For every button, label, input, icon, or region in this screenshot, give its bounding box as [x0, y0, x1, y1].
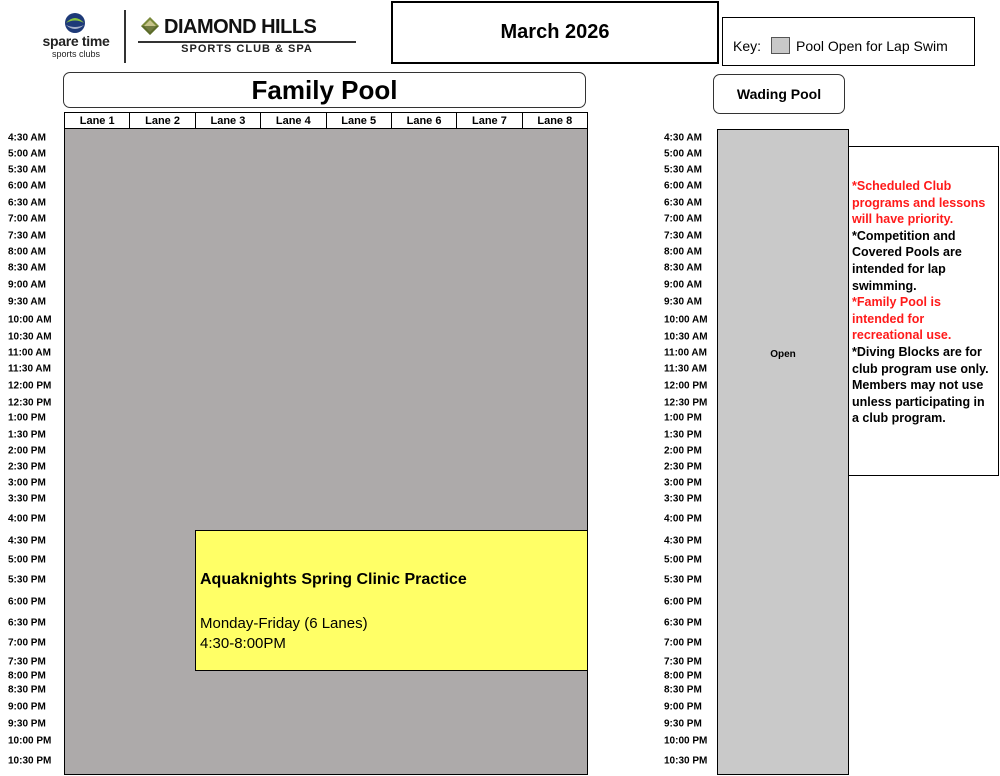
family-time-label: 8:00 PM [8, 670, 46, 682]
wading-time-label: 4:00 PM [664, 513, 702, 525]
wading-time-label: 1:30 PM [664, 429, 702, 441]
logo-divider [124, 10, 126, 63]
family-time-label: 6:00 PM [8, 596, 46, 608]
family-time-label: 9:00 PM [8, 701, 46, 713]
wading-time-label: 5:30 PM [664, 574, 702, 586]
note: *Scheduled Club programs and lessons will have priority. [852, 179, 986, 227]
family-time-label: 7:00 PM [8, 637, 46, 649]
wading-pool-title: Wading Pool [713, 74, 845, 114]
key-text: Pool Open for Lap Swim [796, 38, 948, 54]
wading-time-label: 8:30 PM [664, 684, 702, 696]
lane-header: Lane 1 [65, 113, 130, 128]
note: *Competition and Covered Pools are intended for lap swimming. [852, 228, 962, 293]
lane-header: Lane 6 [392, 113, 457, 128]
lane-header: Lane 5 [327, 113, 392, 128]
lap-swim-swatch [771, 37, 790, 54]
lanes-header [64, 112, 588, 129]
family-time-label: 8:00 AM [8, 246, 46, 258]
wading-time-label: 12:00 PM [664, 380, 708, 392]
lane-header: Lane 8 [537, 114, 573, 127]
family-time-label: 1:00 PM [8, 412, 46, 424]
family-time-label: 5:00 AM [8, 148, 46, 160]
wading-time-label: 1:00 PM [664, 412, 702, 424]
family-pool-grid [64, 129, 588, 775]
family-time-label: 7:30 PM [8, 656, 46, 668]
wading-time-label: 5:30 AM [664, 164, 702, 176]
spare-time-logo [30, 12, 122, 60]
wading-time-label: 8:00 PM [664, 670, 702, 682]
family-time-label: 10:30 AM [8, 331, 52, 343]
wading-time-label: 8:00 AM [664, 246, 702, 258]
program-title: Aquaknights Spring Clinic Practice [200, 571, 467, 588]
wading-status: Open [770, 349, 796, 360]
lane-header: Lane 3 [196, 113, 261, 128]
wading-pool-grid [717, 129, 849, 775]
wading-time-label: 10:30 AM [664, 331, 708, 343]
lane-header: Lane 2 [130, 113, 195, 128]
spare-time-name: spare time [42, 33, 110, 49]
notes-box [848, 146, 999, 476]
legend-key [722, 17, 975, 66]
wading-time-label: 9:30 PM [664, 718, 702, 730]
wading-time-label: 3:00 PM [664, 477, 702, 489]
wading-time-label: 7:30 PM [664, 656, 702, 668]
wading-time-label: 9:00 PM [664, 701, 702, 713]
family-time-label: 6:30 AM [8, 197, 46, 209]
wading-time-label: 4:30 PM [664, 535, 702, 547]
family-time-label: 5:00 PM [8, 554, 46, 566]
family-time-label: 4:30 AM [8, 132, 46, 144]
family-time-label: 8:30 AM [8, 262, 46, 274]
diamond-hills-logo [138, 14, 358, 58]
wading-time-label: 5:00 AM [664, 148, 702, 160]
family-time-label: 11:30 AM [8, 363, 51, 375]
wading-time-label: 8:30 AM [664, 262, 702, 274]
diamond-icon [140, 16, 160, 36]
wading-time-label: 5:00 PM [664, 554, 702, 566]
lane-header: Lane 4 [261, 113, 326, 128]
family-time-label: 9:30 AM [8, 296, 46, 308]
family-pool-title: Family Pool [63, 72, 586, 108]
family-time-label: 7:30 AM [8, 230, 46, 242]
wading-time-label: 11:30 AM [664, 363, 707, 375]
wading-time-label: 10:00 AM [664, 314, 708, 326]
family-time-label: 11:00 AM [8, 347, 51, 359]
program-hours: 4:30-8:00PM [200, 635, 286, 652]
family-time-label: 12:30 PM [8, 397, 52, 409]
wading-time-label: 7:00 AM [664, 213, 702, 225]
wading-time-label: 6:00 PM [664, 596, 702, 608]
wading-time-label: 9:30 AM [664, 296, 702, 308]
wading-time-label: 2:00 PM [664, 445, 702, 457]
family-time-label: 6:30 PM [8, 617, 46, 629]
note: *Family Pool is intended for recreational use. [852, 295, 952, 343]
program-block [195, 530, 588, 671]
wading-time-label: 11:00 AM [664, 347, 707, 359]
lane-header: Lane 7 [457, 113, 522, 128]
wading-time-label: 10:00 PM [664, 735, 708, 747]
wading-time-label: 2:30 PM [664, 461, 702, 473]
family-time-label: 10:00 AM [8, 314, 52, 326]
key-label: Key: [733, 38, 762, 54]
wading-time-label: 9:00 AM [664, 279, 702, 291]
family-time-label: 3:30 PM [8, 493, 46, 505]
month-title: March 2026 [391, 1, 719, 64]
family-time-label: 4:30 PM [8, 535, 46, 547]
family-time-label: 9:00 AM [8, 279, 46, 291]
wading-time-label: 12:30 PM [664, 397, 708, 409]
family-time-label: 5:30 PM [8, 574, 46, 586]
family-time-label: 1:30 PM [8, 429, 46, 441]
family-time-label: 6:00 AM [8, 180, 46, 192]
family-time-label: 7:00 AM [8, 213, 46, 225]
wading-time-label: 7:30 AM [664, 230, 702, 242]
club-subtitle: SPORTS CLUB & SPA [181, 43, 313, 55]
family-time-label: 5:30 AM [8, 164, 46, 176]
family-time-label: 10:00 PM [8, 735, 52, 747]
family-time-label: 8:30 PM [8, 684, 46, 696]
family-time-label: 4:00 PM [8, 513, 46, 525]
wading-time-label: 6:30 AM [664, 197, 702, 209]
wading-time-label: 10:30 PM [664, 755, 708, 767]
family-time-label: 12:00 PM [8, 380, 52, 392]
wading-time-label: 4:30 AM [664, 132, 702, 144]
spare-time-subtitle: sports clubs [51, 49, 101, 59]
family-time-label: 9:30 PM [8, 718, 46, 730]
wading-time-label: 7:00 PM [664, 637, 702, 649]
family-time-label: 2:00 PM [8, 445, 46, 457]
wading-time-label: 6:30 PM [664, 617, 702, 629]
note: *Diving Blocks are for club program use only. Members may not use unless participating in a club program. [852, 344, 989, 426]
wading-time-label: 3:30 PM [664, 493, 702, 505]
program-days: Monday-Friday (6 Lanes) [200, 615, 368, 632]
spare-time-swirl-icon [62, 12, 88, 34]
family-time-label: 3:00 PM [8, 477, 46, 489]
club-name: DIAMOND HILLS [164, 16, 317, 38]
wading-time-label: 6:00 AM [664, 180, 702, 192]
family-time-label: 2:30 PM [8, 461, 46, 473]
family-time-label: 10:30 PM [8, 755, 52, 767]
